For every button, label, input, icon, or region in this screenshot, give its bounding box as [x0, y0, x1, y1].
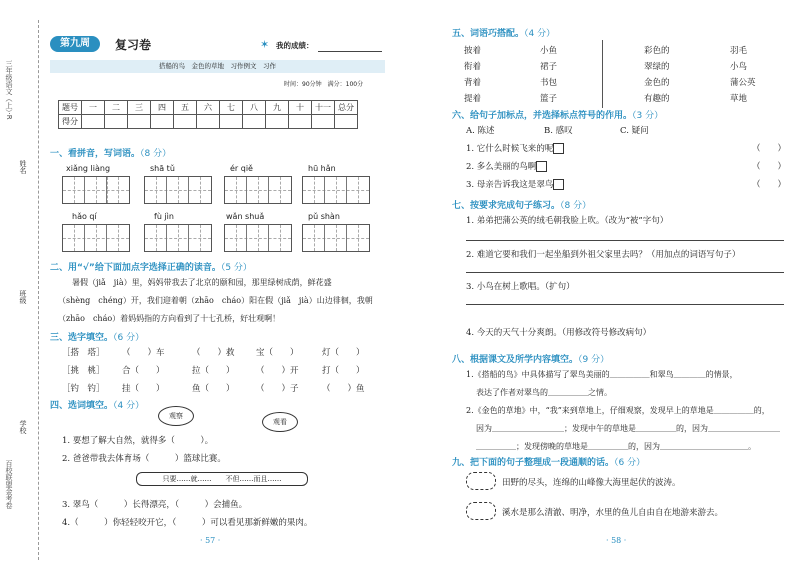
page-title: 复习卷 [115, 38, 152, 52]
question: 2. 爸爸带我去体育场（ ）篮球比赛。 [62, 454, 226, 464]
score-cell: 七 [220, 101, 243, 115]
section-6-points: （3 分） [632, 111, 664, 121]
pinyin: hū hǎn [308, 164, 336, 173]
score-cell: 九 [266, 101, 289, 115]
score-table-row [59, 101, 358, 115]
score-cell: 十一 [312, 101, 335, 115]
score-label: 我的成绩： [276, 41, 314, 50]
section-5-label: 五、词语巧搭配。 [452, 29, 525, 39]
exercise-item: 1. 弟弟把蒲公英的绒毛朝我脸上吹。（改为“被”字句） [466, 216, 669, 226]
option: C. 疑问 [620, 126, 649, 136]
exercise-item: 4. 今天的天气十分爽朗。（用修改符号修改病句） [466, 328, 652, 338]
pinyin: shā tǔ [150, 164, 175, 173]
section-7-points: （8 分） [560, 201, 592, 211]
choice-group: ［搭 塔］ [62, 348, 105, 358]
section-6-label: 六、给句子加标点，并选择标点符号的作用。 [452, 111, 633, 121]
section-5-title [452, 26, 555, 39]
section-3-label: 三、选字填空。 [50, 333, 114, 343]
section-8-label: 八、根据课文及所学内容填空。 [452, 355, 579, 365]
section-1-title [50, 146, 171, 159]
match-word[interactable]: 裙子 [540, 62, 558, 72]
week-badge: 第九周 [50, 36, 100, 52]
sentence-text: 3. 母亲告诉我这是翠鸟 [466, 180, 554, 190]
score-input-cell[interactable] [174, 115, 197, 129]
fill-item[interactable]: （ ）子 [256, 384, 299, 394]
score-cell: 十 [289, 101, 312, 115]
section-4-points: （4 分） [113, 401, 145, 411]
exercise-item: 3. 小鸟在树上歌唱。（扩句） [466, 282, 575, 292]
score-input-cell[interactable] [289, 115, 312, 129]
writing-grid[interactable] [144, 224, 212, 252]
match-word[interactable]: 金色的 [644, 78, 670, 88]
pinyin: hǎo qí [72, 212, 97, 221]
fill-line[interactable]: 因为＿＿＿＿＿＿＿＿＿；发现中午的草地是＿＿＿＿＿的，因为＿＿＿＿＿＿＿＿＿ [476, 424, 780, 433]
sentence-text: 1. 它什么时候飞来的呢 [466, 144, 554, 154]
match-word[interactable]: 书包 [540, 78, 558, 88]
match-word[interactable]: 提着 [464, 94, 482, 104]
spine-brand: 百校联盟金考卷 [5, 460, 13, 509]
fill-line[interactable]: 1.《搭船的鸟》中具体描写了翠鸟美丽的＿＿＿＿＿和翠鸟＿＿＿＿的情景， [466, 370, 738, 379]
answer-paren[interactable]: （ ） [752, 162, 787, 172]
pinyin: xiǎng liàng [66, 164, 111, 173]
match-word[interactable]: 彩色的 [644, 46, 670, 56]
section-7-label: 七、按要求完成句子练习。 [452, 201, 561, 211]
match-word[interactable]: 小鱼 [540, 46, 558, 56]
answer-paren[interactable]: （ ） [752, 144, 787, 154]
punctuation-box[interactable] [553, 143, 564, 154]
section-4-title [50, 398, 144, 411]
exercise-item: 2. 难道它要和我们一起坐船到外祖父家里去吗？（用加点的词语写句子） [466, 250, 741, 260]
pinyin: fù jìn [154, 212, 174, 221]
order-bubble[interactable] [466, 502, 496, 520]
pinyin: wǎn shuǎ [226, 212, 265, 221]
fill-item[interactable]: （ ）车 [122, 348, 165, 358]
score-cell: 得分 [59, 115, 82, 129]
section-6-title [452, 108, 663, 121]
writing-grid[interactable] [302, 224, 370, 252]
match-word[interactable]: 篮子 [540, 94, 558, 104]
answer-line[interactable] [466, 272, 784, 273]
score-table [58, 100, 358, 129]
match-word[interactable]: 草地 [730, 94, 748, 104]
match-word[interactable]: 披着 [464, 46, 482, 56]
passage-line: （zhāo cháo）着妈妈指的方向看到了十七孔桥，好壮观啊！ [58, 314, 281, 323]
spine-grade: 三年级语文（上）·R [5, 60, 13, 120]
fill-item[interactable]: 宝（ ） [256, 348, 299, 358]
passage-line: 暑假（jiǎ jià）里，妈妈带我去了北京的颐和园，那里绿树成荫，鲜花盛 [72, 278, 332, 287]
page-number: · 58 · [606, 536, 627, 545]
fill-item[interactable]: 合（ ） [122, 366, 165, 376]
match-word[interactable]: 有趣的 [644, 94, 670, 104]
fill-item[interactable]: （ ）救 [192, 348, 235, 358]
right-page [400, 0, 800, 566]
section-8-title [452, 352, 609, 365]
score-input-cell[interactable] [128, 115, 151, 129]
score-line [318, 51, 382, 52]
sentence-item: 田野的尽头，连绵的山峰像大海里起伏的波涛。 [502, 478, 681, 488]
pinyin: ér qiě [230, 164, 253, 173]
fill-item[interactable]: 挂（ ） [122, 384, 165, 394]
question: 4.（ ）你轻轻咬开它，（ ）可以看见那新鲜嫩的果肉。 [62, 518, 313, 528]
sentence-item [466, 178, 564, 190]
section-3-points: （6 分） [113, 333, 145, 343]
section-2-label: 二、用“√”给下面加点字选择正确的读音。 [50, 263, 221, 273]
fill-item[interactable]: （ ）鱼 [322, 384, 365, 394]
answer-line[interactable] [466, 304, 784, 305]
match-word[interactable]: 蒲公英 [730, 78, 756, 88]
writing-grid[interactable] [144, 176, 212, 204]
score-input-cell[interactable] [197, 115, 220, 129]
conjunction-box: 只要……就…… 不但……而且…… [136, 472, 308, 486]
score-cell: 四 [151, 101, 174, 115]
section-9-points: （6 分） [614, 458, 646, 468]
score-input-cell[interactable] [82, 115, 105, 129]
punctuation-box[interactable] [536, 161, 547, 172]
spine-class-label: 班级 [19, 290, 27, 304]
sentence-item: 溪水是那么清澈、明净，水里的鱼儿自由自在地游来游去。 [502, 508, 724, 518]
choice-group: ［钓 钓］ [62, 384, 105, 394]
score-input-cell[interactable] [243, 115, 266, 129]
score-input-cell[interactable] [335, 115, 358, 129]
section-1-points: （8 分） [140, 149, 172, 159]
passage-line: （shèng chéng）开，我们迎着朝（zhāo cháo）阳在假（jiǎ jià）山边徘徊，我朝 [58, 296, 373, 305]
score-cell: 总分 [335, 101, 358, 115]
fill-item[interactable]: 灯（ ） [322, 348, 365, 358]
section-4-label: 四、选词填空。 [50, 401, 114, 411]
writing-grid[interactable] [224, 176, 292, 204]
match-word[interactable]: 衔着 [464, 62, 482, 72]
score-cell: 题号 [59, 101, 82, 115]
section-1-label: 一、看拼音，写词语。 [50, 149, 141, 159]
section-5-points: （4 分） [524, 29, 556, 39]
answer-paren[interactable]: （ ） [752, 180, 787, 190]
question: 1. 要想了解大自然，就得多（ ）。 [62, 436, 214, 446]
section-2-title [50, 260, 252, 273]
sentence-text: 2. 多么美丽的鸟啊 [466, 162, 537, 172]
option: B. 感叹 [544, 126, 573, 136]
fill-item[interactable]: 打（ ） [322, 366, 365, 376]
score-cell: 三 [128, 101, 151, 115]
score-input-cell[interactable] [266, 115, 289, 129]
sentence-item [466, 160, 547, 172]
score-input-cell[interactable] [220, 115, 243, 129]
match-word[interactable]: 背着 [464, 78, 482, 88]
score-cell: 二 [105, 101, 128, 115]
match-word[interactable]: 翠绿的 [644, 62, 670, 72]
page-number: · 57 · [200, 536, 221, 545]
section-9-label: 九、把下面的句子整理成一段通顺的话。 [452, 458, 615, 468]
fill-line[interactable]: 2.《金色的草地》中，“我”来到草地上，仔细观察，发现早上的草地是＿＿＿＿＿的， [466, 406, 770, 415]
option: A. 陈述 [466, 126, 495, 136]
sentence-item [466, 142, 564, 154]
word-cloud: 观察 [158, 406, 194, 426]
section-7-title [452, 198, 591, 211]
lesson-banner: 搭船的鸟 金色的草地 习作例文 习作 [50, 60, 385, 73]
section-2-points: （5 分） [220, 263, 252, 273]
score-input-cell[interactable] [105, 115, 128, 129]
spine-school-label: 学校 [19, 420, 27, 434]
match-word[interactable]: 羽毛 [730, 46, 748, 56]
section-8-points: （9 分） [578, 355, 610, 365]
writing-grid[interactable] [302, 176, 370, 204]
score-cell: 一 [82, 101, 105, 115]
punctuation-box[interactable] [553, 179, 564, 190]
choice-group: ［挑 桃］ [62, 366, 105, 376]
score-cell: 五 [174, 101, 197, 115]
word-cloud: 观看 [262, 412, 298, 432]
section-9-title [452, 455, 645, 468]
section-3-title [50, 330, 144, 343]
score-table-row [59, 115, 358, 129]
match-word[interactable]: 小鸟 [730, 62, 748, 72]
fill-line[interactable]: 表达了作者对翠鸟的＿＿＿＿＿之情。 [476, 388, 612, 397]
writing-grid[interactable] [62, 176, 130, 204]
question: 3. 翠鸟（ ）长得漂亮，（ ）会捕鱼。 [62, 500, 248, 510]
binding-line [38, 20, 39, 560]
fill-item[interactable]: 拉（ ） [192, 366, 235, 376]
fill-item[interactable]: （ ）开 [256, 366, 299, 376]
writing-grid[interactable] [62, 224, 130, 252]
spine-name-label: 姓名 [19, 160, 27, 174]
writing-grid[interactable] [224, 224, 292, 252]
score-input-cell[interactable] [151, 115, 174, 129]
time-info: 时间：90分钟 满分：100分 [284, 81, 364, 88]
fill-line[interactable]: ＿＿＿＿＿；发现傍晚的草地是＿＿＿＿＿的，因为＿＿＿＿＿＿＿＿＿＿＿。 [476, 442, 756, 451]
pinyin: pǔ shàn [308, 212, 340, 221]
star-icon: ✶ [260, 38, 270, 51]
column-divider [602, 40, 603, 108]
score-cell: 六 [197, 101, 220, 115]
fill-item[interactable]: 鱼（ ） [192, 384, 235, 394]
answer-line[interactable] [466, 240, 784, 241]
order-bubble[interactable] [466, 472, 496, 490]
score-input-cell[interactable] [312, 115, 335, 129]
score-cell: 八 [243, 101, 266, 115]
